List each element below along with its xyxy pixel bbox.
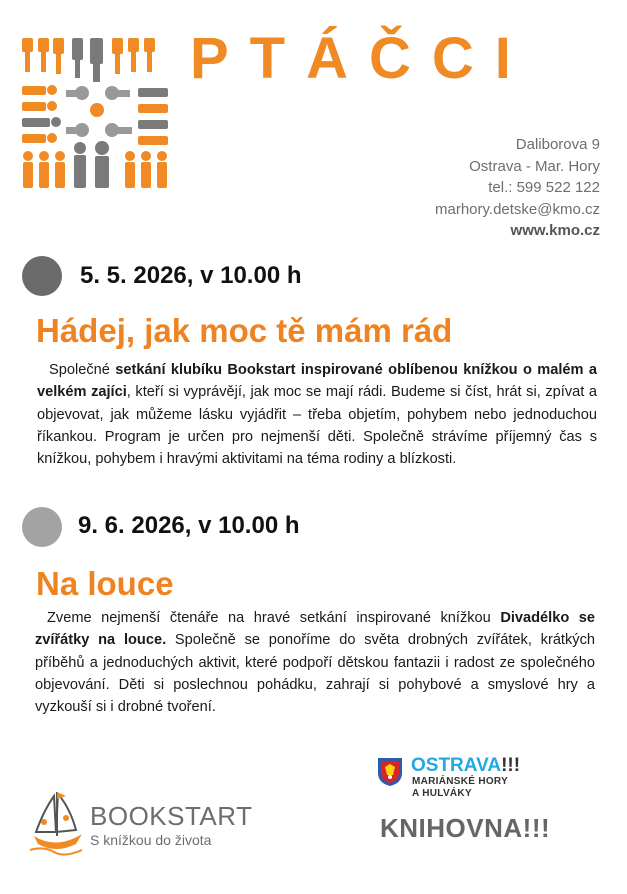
bookstart-ship-icon — [24, 788, 88, 858]
page-title: PTÁČCI — [190, 26, 532, 91]
ptacci-logo-icon — [22, 38, 172, 188]
event-description: Zveme nejmenší čtenáře na hravé setkání inspirované knížkou Divadélko se zvířátky na louce. Společně se ponoříme do světa drobných zvířátek, krátkých příběhů a jednoduchých aktivit, které podpoří dětskou fantazii i radost ze společného objevování. Děti si poslechnou pohádku, zahrají si pohybové a smyslové hry a vyzkouší si i drobné tvoření. — [35, 610, 595, 716]
event-title: Hádej, jak moc tě mám rád — [36, 312, 453, 349]
ostrava-logo-text: OSTRAVA!!! — [411, 755, 521, 776]
contact-address — [435, 134, 600, 242]
event-date: 9. 6. 2026, v 10.00 h — [78, 512, 300, 539]
address-website[interactable]: www.kmo.cz — [510, 222, 600, 239]
address-street: Daliborova 9 — [515, 136, 600, 153]
library-name: KNIHOVNA!!! — [380, 813, 551, 843]
event-description: Společné setkání klubíku Bookstart inspirované oblíbenou knížkou o malém a velkém zajíci, kteří si vyprávějí, jak moc se mají rádi. Budeme si číst, hrát si, zpívat a objevovat, jak můžeme lásku vyjádřit – třeba objetím, pohybem nebo jednoduchou říkankou. Program je určen pro nejmenší děti. Společně strávíme příjemný čas s knížkou, pohybem i hravými aktivitami na téma rodiny a blízkosti. — [37, 362, 597, 468]
event-bullet-dot — [22, 507, 62, 547]
address-phone: tel.: 599 522 122 — [488, 179, 600, 196]
bookstart-tagline: S knížkou do života — [90, 832, 212, 848]
address-email[interactable]: marhory.detske@kmo.cz — [435, 200, 600, 218]
ostrava-crest-icon — [377, 757, 403, 787]
ostrava-district: MARIÁNSKÉ HORY A HULVÁKY — [412, 776, 509, 799]
event-bullet-dot — [22, 256, 62, 296]
event-date: 5. 5. 2026, v 10.00 h — [80, 262, 302, 289]
bookstart-name: BOOKSTART — [90, 801, 253, 831]
event-title: Na louce — [36, 565, 174, 602]
address-city: Ostrava - Mar. Hory — [469, 157, 600, 175]
